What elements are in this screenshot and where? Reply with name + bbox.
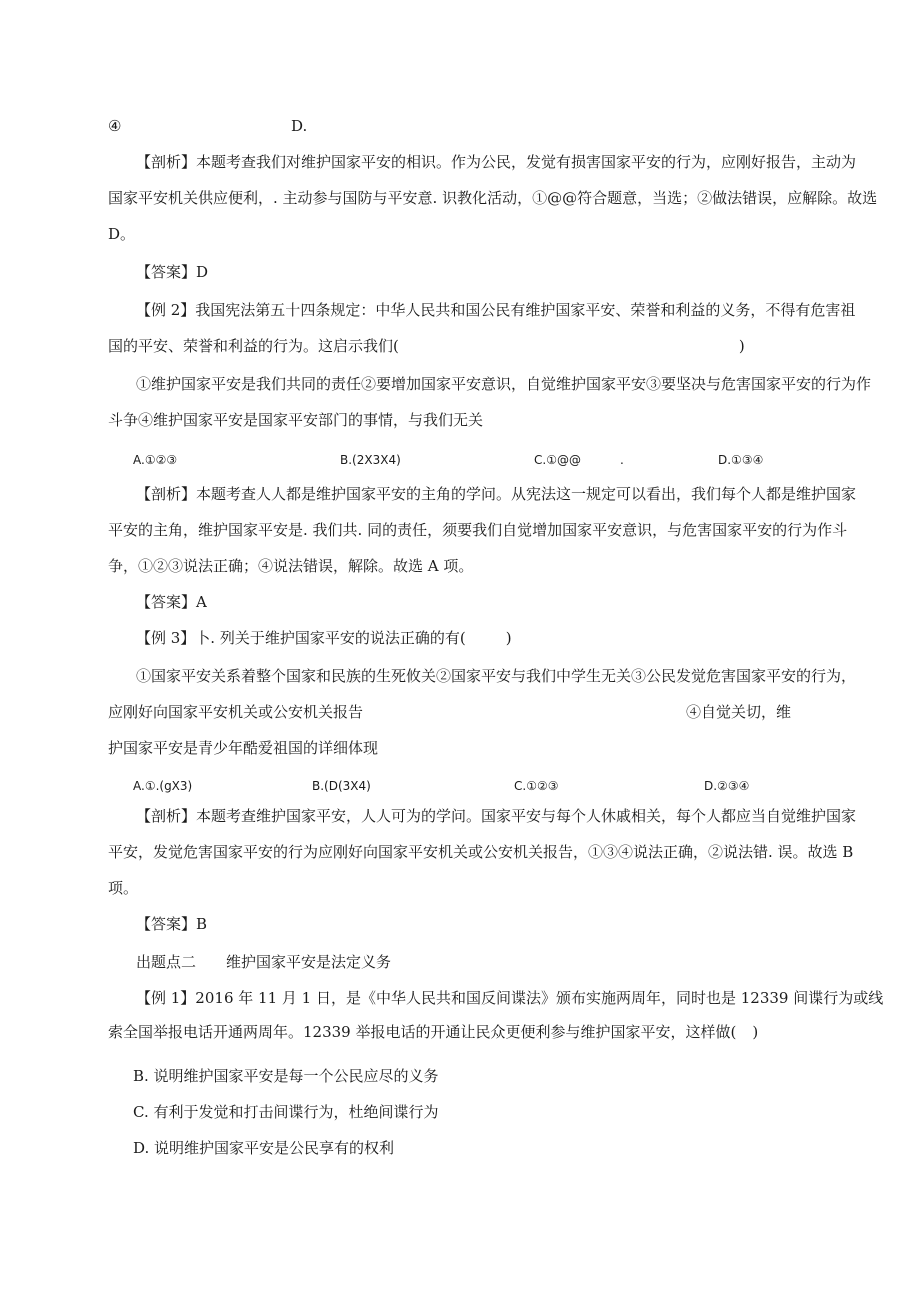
option-b: B.(2X3X4): [340, 453, 401, 467]
answer-line: 【答案】A: [136, 593, 207, 611]
question-stem: 索全国举报电话开通两周年。12339 举报电话的开通让民众更便利参与维护国家平安，这样做( ): [108, 1023, 759, 1041]
question-stem: 【例 1】2016 年 11 月 1 日，是《中华人民共和国反间谍法》颁布实施两周年，同时也是 12339 间谍行为或线: [136, 989, 884, 1007]
option-b: B. 说明维护国家平安是每一个公民应尽的义务: [133, 1067, 439, 1085]
question-stem: 国的平安、荣誉和利益的行为。这启示我们( ): [108, 337, 745, 355]
option-d: D.②③④: [704, 779, 750, 793]
option-d: D. 说明维护国家平安是公民享有的权利: [133, 1139, 395, 1157]
answer-line: 【答案】B: [136, 915, 208, 933]
question-stem: 【例 3】卜. 列关于维护国家平安的说法正确的有( ): [136, 629, 512, 647]
option-line-top: [108, 116, 307, 136]
option-d: D.①③④: [718, 453, 764, 467]
analysis-line: D。: [108, 225, 136, 243]
statement-list: ①维护国家平安是我们共同的责任②要增加国家平安意识，自觉维护国家平安③要坚决与危害国家平安的行为作: [136, 375, 872, 393]
option-dot: .: [620, 453, 624, 467]
option-b: B.(D(3X4): [312, 779, 371, 793]
section-title: 维护国家平安是法定义务: [226, 953, 392, 971]
option-d-label: D.: [291, 117, 308, 135]
item-marker: ④: [108, 117, 122, 135]
answer-line: 【答案】D: [136, 263, 209, 281]
option-c: C.①②③: [514, 779, 559, 793]
section-heading: [136, 952, 391, 972]
analysis-line: 国家平安机关供应便利，. 主动参与国防与平安意. 识教化活动，①@@符合题意，当选；②做法错误，应解除。故选: [108, 189, 878, 207]
statement-list: ①国家平安关系着整个国家和民族的生死攸关②国家平安与我们中学生无关③公民发觉危害国家平安的行为，: [136, 667, 857, 685]
analysis-line: 项。: [108, 879, 139, 897]
analysis-line: 争，①②③说法正确；④说法错误，解除。故选 A 项。: [108, 557, 474, 575]
statement-list: 斗争④维护国家平安是国家平安部门的事情，与我们无关: [108, 411, 484, 429]
option-a: A.①②③: [133, 453, 178, 467]
statement-list: 护国家平安是青少年酷爱祖国的详细体现: [108, 739, 379, 757]
analysis-line: 平安，发觉危害国家平安的行为应刚好向国家平安机关或公安机关报告，①③④说法正确，②说法错. 误。故选 B: [108, 843, 854, 861]
option-c: C.①@@: [534, 453, 581, 467]
section-label: 出题点二: [136, 953, 197, 971]
analysis-line: 【剖析】本题考查我们对维护国家平安的相识。作为公民，发觉有损害国家平安的行为，应刚好报告，主动为: [136, 153, 857, 171]
statement-list: 应刚好向国家平安机关或公安机关报告 ④自觉关切，维: [108, 703, 792, 721]
option-c: C. 有利于发觉和打击间谍行为，杜绝间谍行为: [133, 1103, 439, 1121]
analysis-line: 【剖析】本题考查人人都是维护国家平安的主角的学问。从宪法这一规定可以看出，我们每个人都是维护国家: [136, 485, 857, 503]
question-stem: 【例 2】我国宪法第五十四条规定：中华人民共和国公民有维护国家平安、荣誉和利益的义务，不得有危害祖: [136, 301, 856, 319]
analysis-line: 平安的主角，维护国家平安是. 我们共. 同的责任，须要我们自觉增加国家平安意识，与危害国家平安的行为作斗: [108, 521, 848, 539]
option-a: A.①.(gX3): [133, 779, 193, 793]
analysis-line: 【剖析】本题考查维护国家平安，人人可为的学问。国家平安与每个人休戚相关，每个人都应当自觉维护国家: [136, 807, 857, 825]
